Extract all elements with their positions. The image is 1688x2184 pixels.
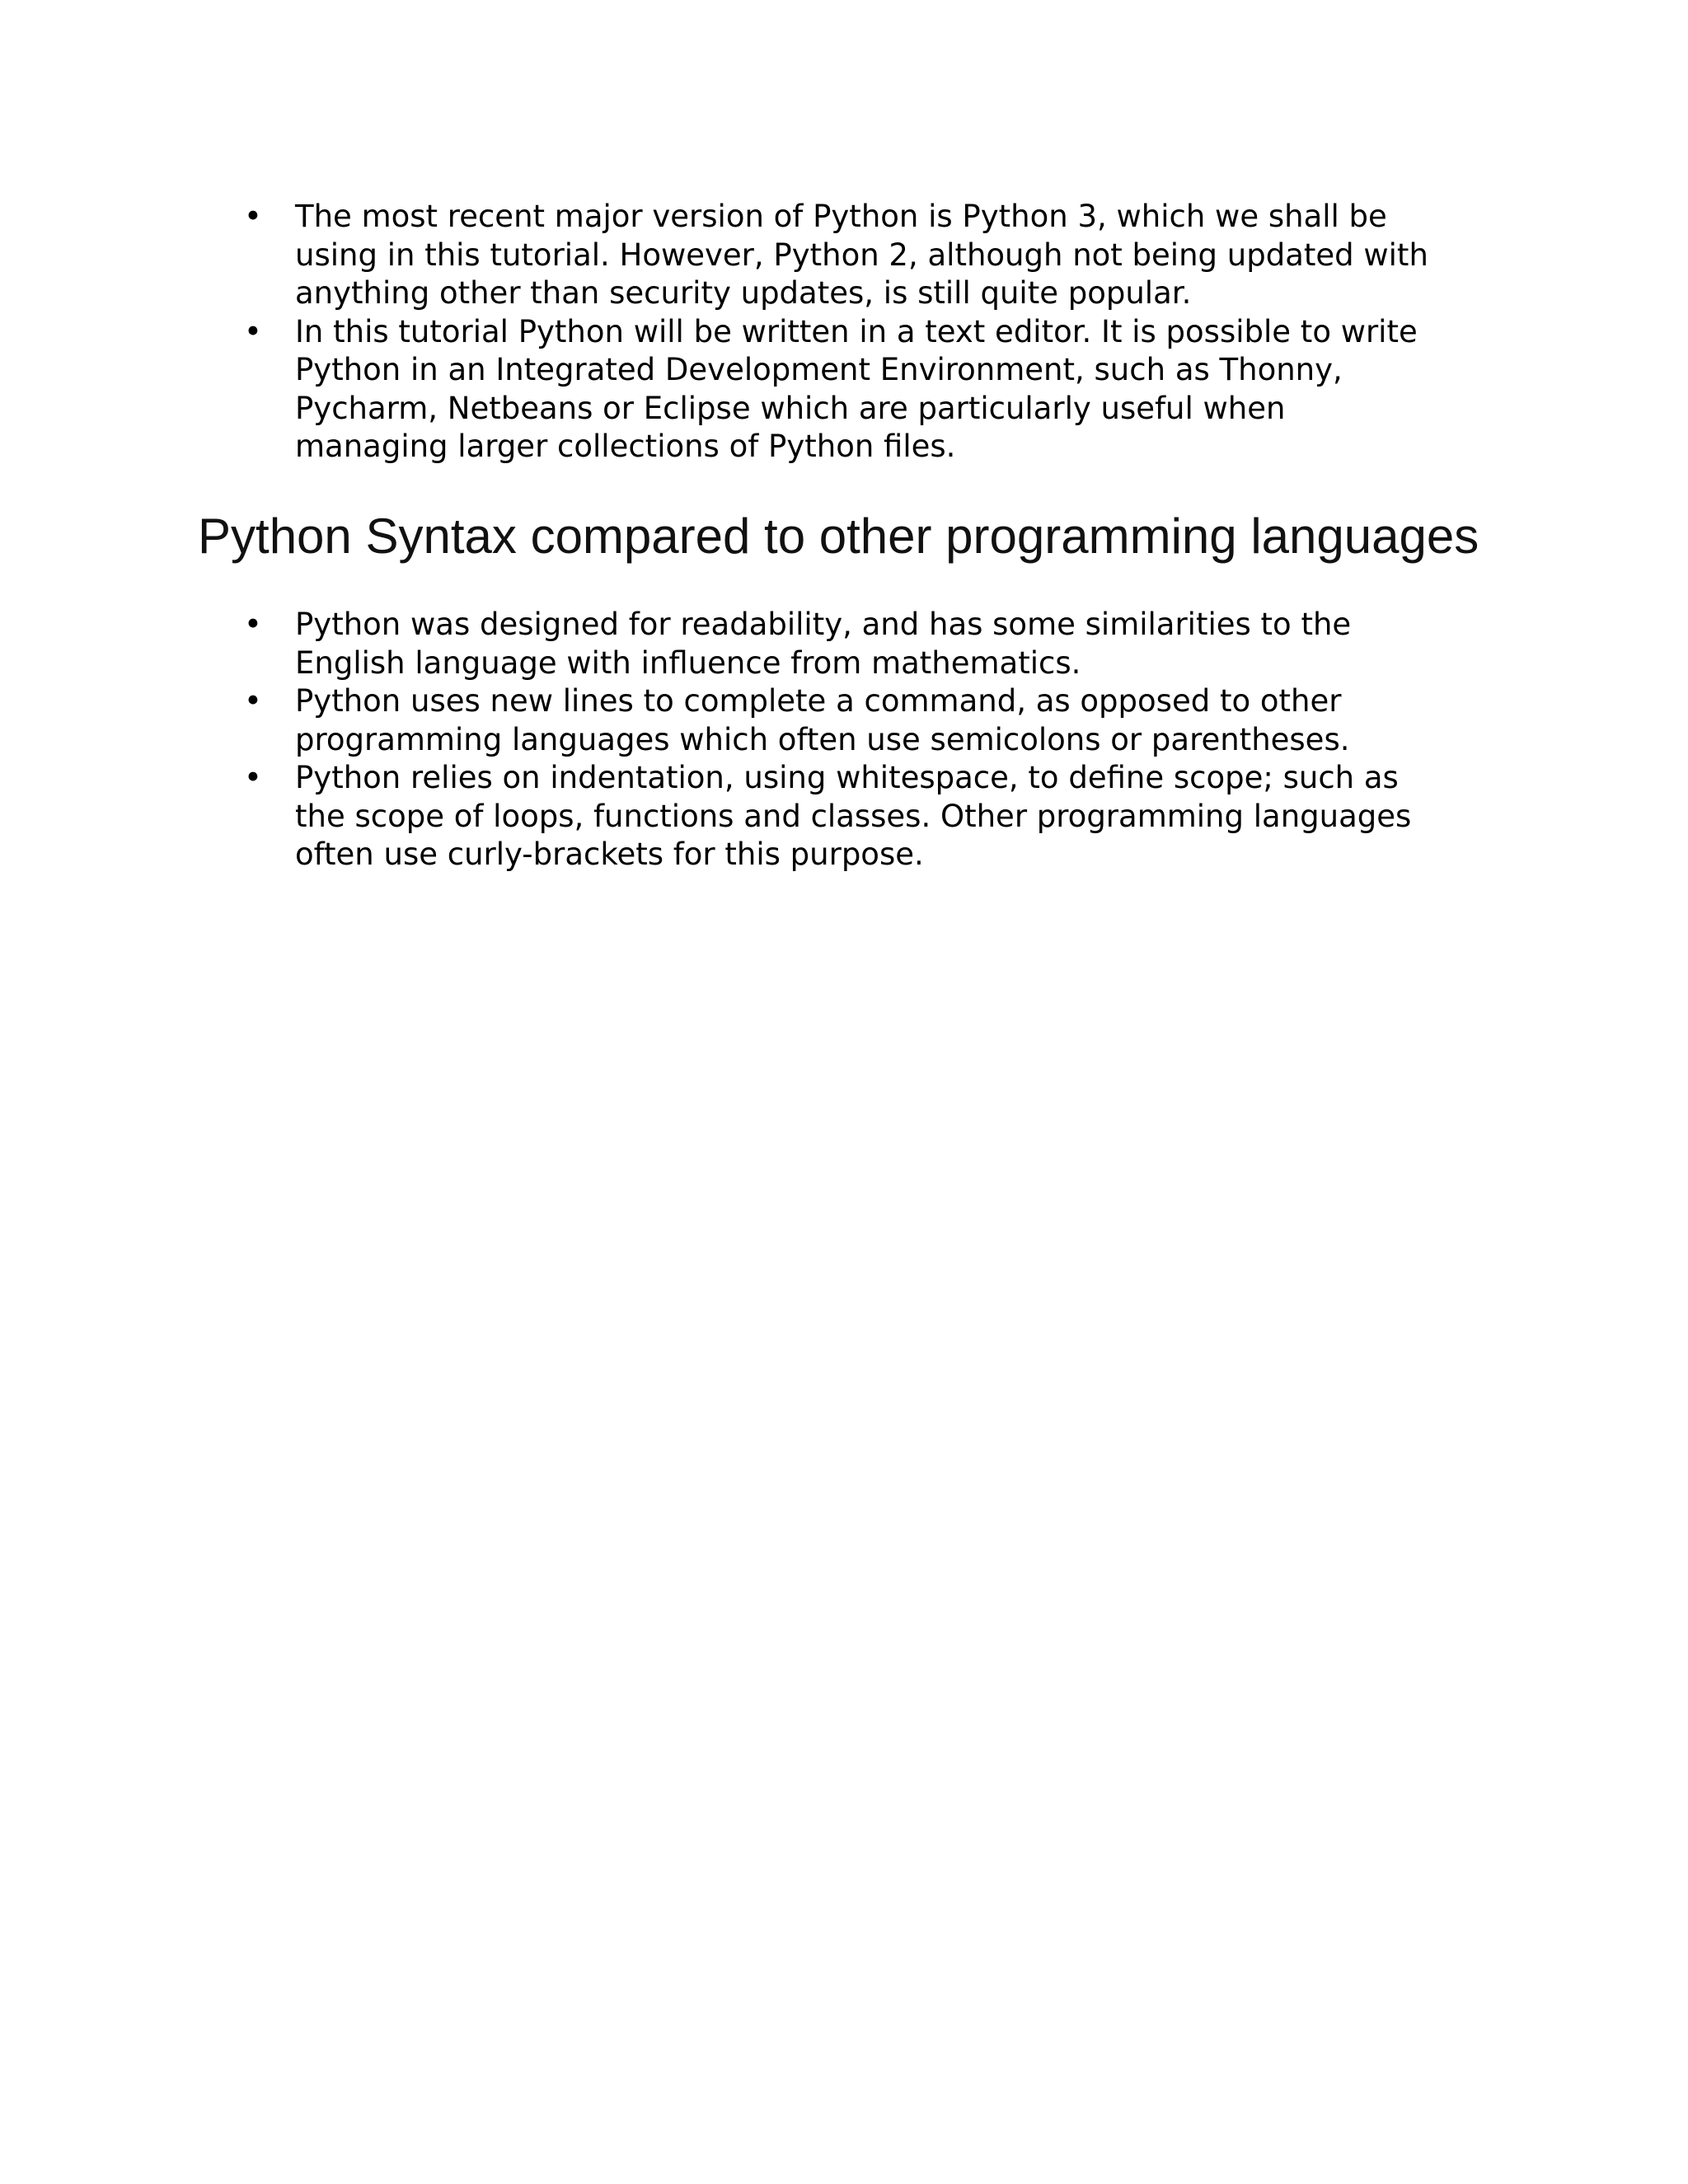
text-line: anything other than security updates, is still quite popular.: [295, 275, 1192, 311]
bullet-icon: •: [244, 607, 262, 642]
list-item-new-lines: [244, 682, 1507, 759]
list-item-python-versions: [244, 198, 1507, 313]
list-item-indentation: [244, 759, 1507, 874]
syntax-comparison-list: [244, 606, 1507, 874]
text-line: Python uses new lines to complete a command, as opposed to other: [295, 683, 1342, 719]
text-line: In this tutorial Python will be written in a text editor. It is possible to write: [295, 313, 1418, 349]
text-line: the scope of loops, functions and classes. Other programming languages: [295, 798, 1412, 834]
text-line: Python in an Integrated Development Environment, such as Thonny,: [295, 352, 1343, 387]
text-line: often use curly-brackets for this purpose.: [295, 837, 924, 872]
text-line: Python was designed for readability, and has some similarities to the: [295, 607, 1352, 642]
bullet-icon: •: [244, 760, 262, 795]
text-line: managing larger collections of Python files.: [295, 429, 956, 464]
text-line: Python relies on indentation, using whitespace, to define scope; such as: [295, 760, 1399, 795]
text-line: programming languages which often use semicolons or parentheses.: [295, 721, 1350, 757]
text-line: Pycharm, Netbeans or Eclipse which are particularly useful when: [295, 390, 1286, 426]
bullet-icon: •: [244, 683, 262, 719]
section-heading: Python Syntax compared to other programming languages: [198, 509, 1479, 564]
text-line: using in this tutorial. However, Python 2, although not being updated with: [295, 237, 1428, 273]
python-overview-list: [244, 198, 1507, 466]
bullet-icon: •: [244, 313, 262, 349]
list-item-text-editor: [244, 313, 1507, 466]
text-line: The most recent major version of Python is Python 3, which we shall be: [295, 199, 1387, 234]
text-line: English language with influence from mathematics.: [295, 644, 1081, 681]
bullet-icon: •: [244, 199, 262, 234]
list-item-readability: [244, 606, 1507, 682]
